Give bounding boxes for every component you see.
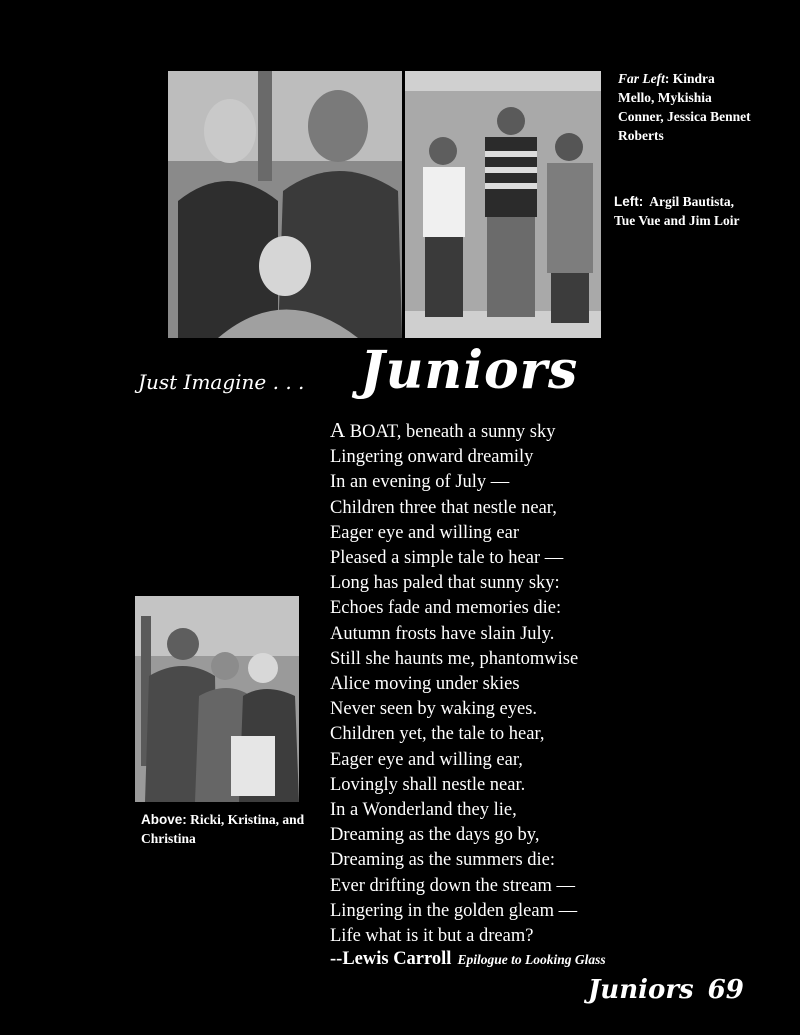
caption-left-text: Argil Bautista, Tue Vue and Jim Loir (614, 194, 741, 228)
caption-far-left-lead: Far Left (618, 71, 665, 86)
photo-three-girls (168, 71, 402, 338)
poem-line: Lingering onward dreamily (330, 447, 534, 468)
poem-attribution (330, 949, 606, 970)
poem-line: Life what is it but a dream? (330, 926, 534, 947)
poem-first-word: A (330, 418, 346, 442)
caption-above (141, 810, 316, 848)
poem-line: Children three that nestle near, (330, 497, 557, 518)
photo-three-boys (405, 71, 601, 338)
poem-line: Alice moving under skies (330, 674, 520, 695)
poem-line: Ever drifting down the stream — (330, 875, 576, 896)
poem-line (330, 418, 578, 445)
page-number: 69 (707, 975, 744, 1005)
poem-first-line-rest: BOAT, beneath a sunny sky (345, 422, 556, 442)
poem-line: Lingering in the golden gleam — (330, 900, 578, 921)
caption-left (614, 192, 754, 230)
poem-line: Never seen by waking eyes. (330, 699, 538, 720)
poem-line: Eager eye and willing ear, (330, 749, 523, 770)
poem-line: Lovingly shall nestle near. (330, 774, 526, 795)
poem-line: In an evening of July — (330, 472, 510, 493)
caption-far-left (618, 69, 753, 145)
poem-work-title: Epilogue to Looking Glass (457, 952, 606, 967)
caption-left-lead: Left: (614, 194, 644, 209)
poem-line: Dreaming as the summers die: (330, 850, 556, 871)
page-footer (588, 975, 744, 1005)
poem-line: Pleased a simple tale to hear — (330, 548, 564, 569)
poem-line: Children yet, the tale to hear, (330, 724, 545, 745)
tagline: Just Imagine . . . (138, 370, 305, 394)
caption-above-text: Ricki, Kristina, and Christina (141, 812, 305, 846)
poem-line: Eager eye and willing ear (330, 522, 520, 543)
caption-above-lead: Above: (141, 812, 187, 827)
poem-line: Long has paled that sunny sky: (330, 573, 560, 594)
caption-far-left-text: : Kindra Mello, Mykishia Conner, Jessica Bennet Roberts (618, 71, 751, 143)
section-title: Juniors (360, 340, 579, 401)
poem-line: In a Wonderland they lie, (330, 800, 517, 821)
photo-three-friends (135, 596, 299, 802)
poem-line: Echoes fade and memories die: (330, 598, 562, 619)
poem-line: Autumn frosts have slain July. (330, 623, 555, 644)
footer-section-name: Juniors (588, 975, 694, 1005)
poem (330, 418, 578, 949)
poem-line: Dreaming as the days go by, (330, 825, 540, 846)
poem-line: Still she haunts me, phantomwise (330, 648, 579, 669)
poem-author: --Lewis Carroll (330, 949, 452, 969)
